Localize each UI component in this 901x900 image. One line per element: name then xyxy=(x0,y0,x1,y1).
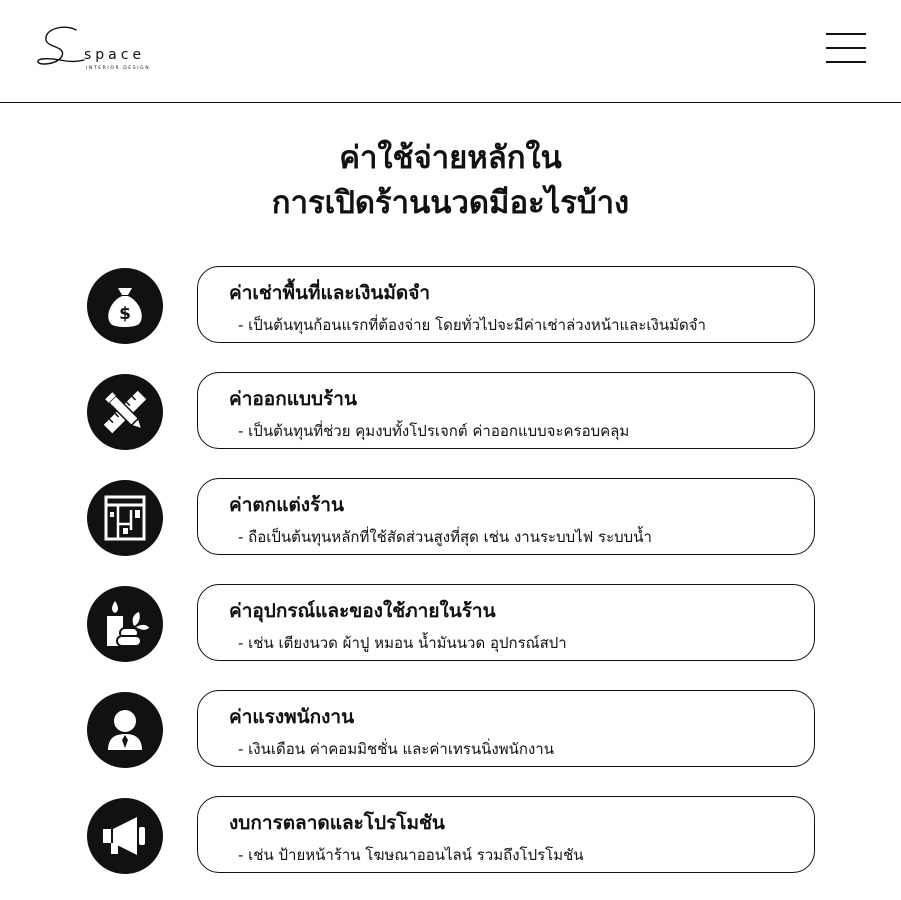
svg-text:$: $ xyxy=(119,304,131,324)
cost-title: ค่าตกแต่งร้าน xyxy=(229,494,344,516)
cost-item-design xyxy=(0,372,901,450)
logo-subtitle: INTERIOR DESIGN xyxy=(86,66,151,71)
hamburger-icon-line xyxy=(826,61,866,63)
cost-description: - เงินเดือน ค่าคอมมิชชั่น และค่าเทรนนิ่งพนักงาน xyxy=(238,740,554,758)
cost-card xyxy=(197,690,815,767)
cost-item-marketing xyxy=(0,796,901,874)
cost-title: ค่าอุปกรณ์และของใช้ภายในร้าน xyxy=(229,600,496,622)
cost-item-staff xyxy=(0,690,901,768)
staff-person-icon xyxy=(87,692,163,768)
hamburger-menu-button[interactable] xyxy=(826,32,866,64)
design-tools-icon xyxy=(87,374,163,450)
cost-item-rent xyxy=(0,266,901,344)
money-bag-icon xyxy=(87,268,163,344)
cost-item-equipment xyxy=(0,584,901,662)
cost-description: - เป็นต้นทุนก้อนแรกที่ต้องจ่าย โดยทั่วไปจะมีค่าเช่าล่วงหน้าและเงินมัดจำ xyxy=(238,316,706,334)
cost-item-decoration xyxy=(0,478,901,556)
cost-card xyxy=(197,372,815,449)
cost-description: - ถือเป็นต้นทุนหลักที่ใช้สัดส่วนสูงที่สุด เช่น งานระบบไฟ ระบบน้ำ xyxy=(238,528,652,546)
cost-title: ค่าแรงพนักงาน xyxy=(229,706,355,728)
cost-card xyxy=(197,796,815,873)
cost-card xyxy=(197,584,815,661)
page-title-line-1: ค่าใช้จ่ายหลักใน xyxy=(339,140,562,176)
cost-card xyxy=(197,266,815,343)
spa-candle-icon xyxy=(87,586,163,662)
page-title xyxy=(0,136,901,226)
cost-description: - เป็นต้นทุนที่ช่วย คุมงบทั้งโปรเจกต์ ค่าออกแบบจะครอบคลุม xyxy=(238,422,630,440)
floor-plan-icon xyxy=(87,480,163,556)
hamburger-icon xyxy=(826,33,866,35)
space-logo[interactable] xyxy=(36,24,166,74)
site-header xyxy=(0,0,901,103)
cost-title: ค่าออกแบบร้าน xyxy=(229,388,357,410)
cost-description: - เช่น เตียงนวด ผ้าปู หมอน น้ำมันนวด อุปกรณ์สปา xyxy=(238,634,567,652)
cost-description: - เช่น ป้ายหน้าร้าน โฆษณาออนไลน์ รวมถึงโปรโมชัน xyxy=(238,846,584,864)
cost-card xyxy=(197,478,815,555)
hamburger-icon-line xyxy=(826,47,866,49)
cost-title: งบการตลาดและโปรโมชัน xyxy=(229,812,445,834)
logo-wordmark: space xyxy=(84,47,146,63)
cost-title: ค่าเช่าพื้นที่และเงินมัดจำ xyxy=(229,282,430,304)
megaphone-icon xyxy=(87,798,163,874)
page-title-line-2: การเปิดร้านนวดมีอะไรบ้าง xyxy=(271,185,630,221)
